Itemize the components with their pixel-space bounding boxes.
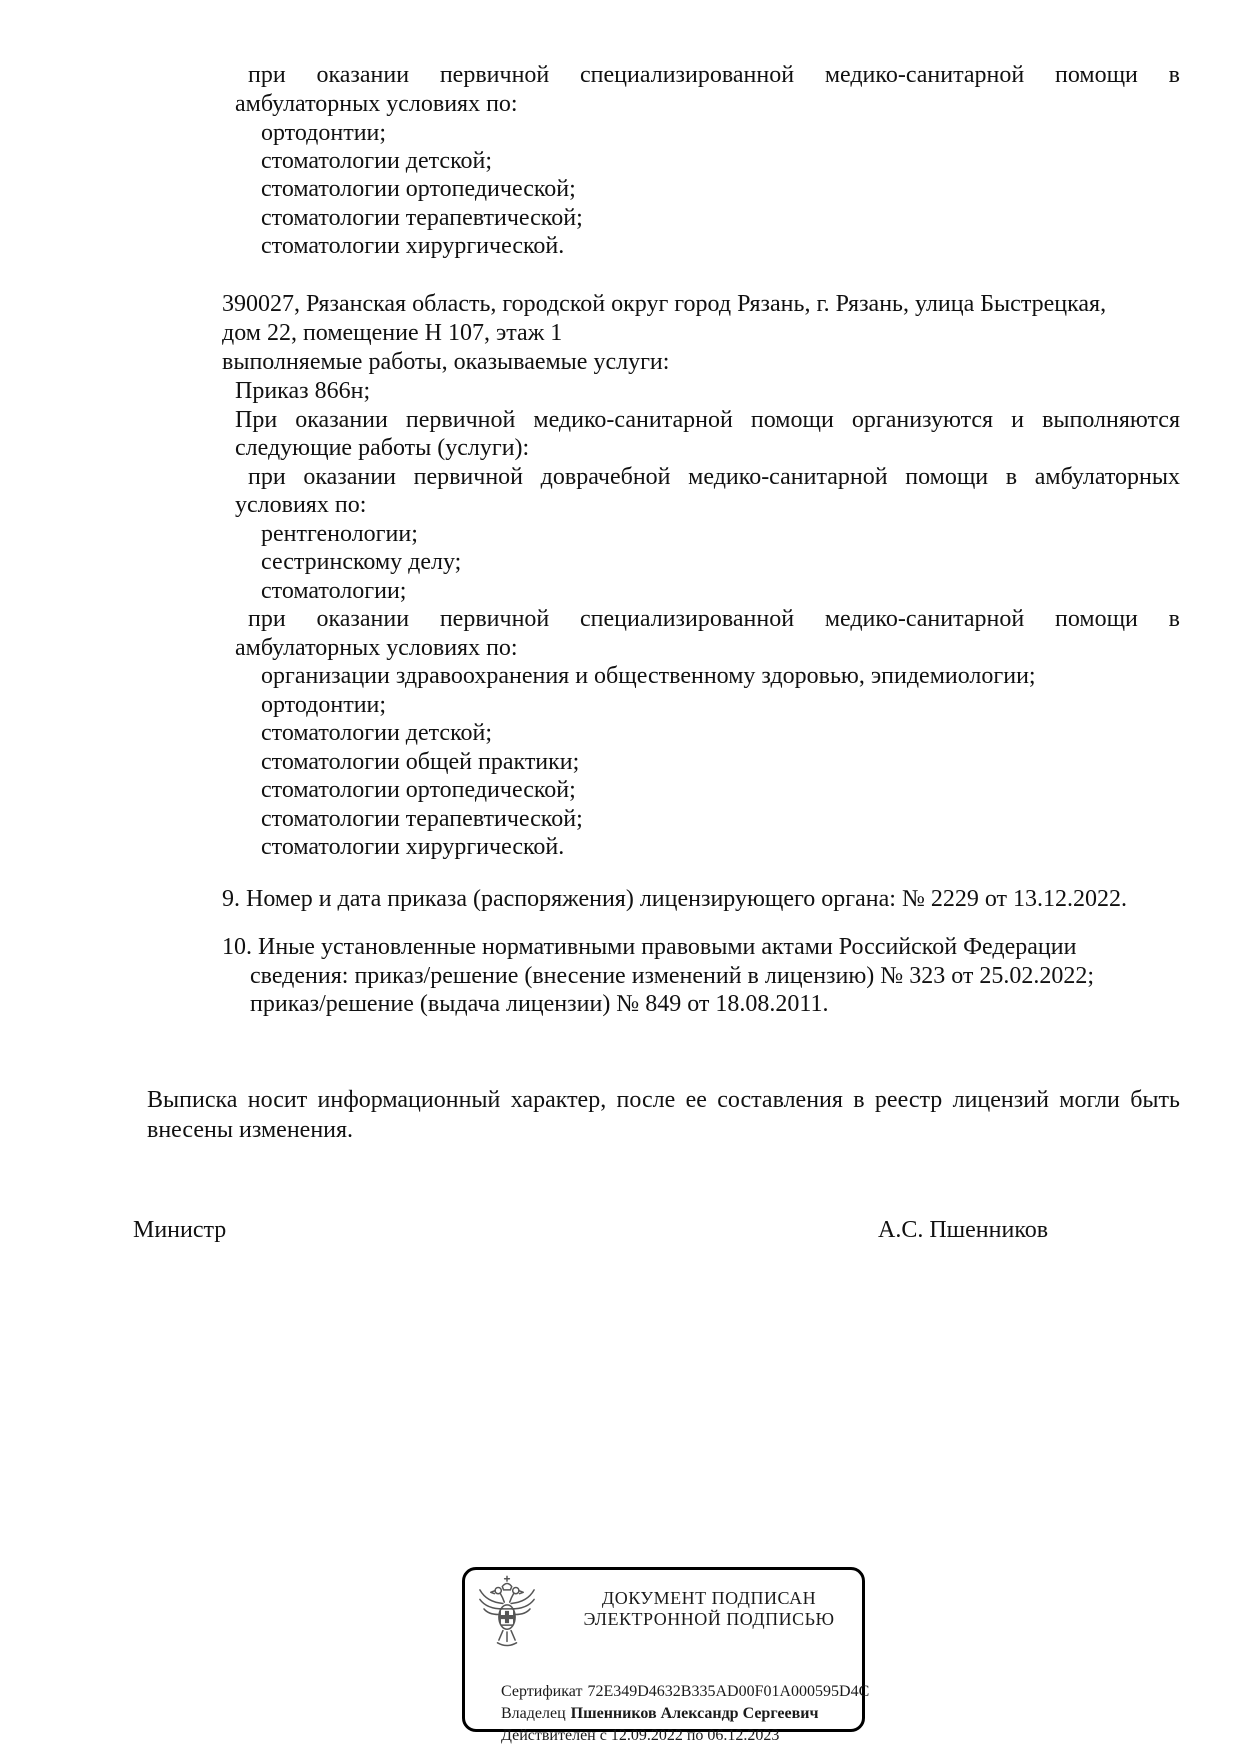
service-item: ортодонтии; xyxy=(261,120,387,146)
service-item: ортодонтии; xyxy=(261,692,387,718)
service-item: сестринскому делу; xyxy=(261,549,462,575)
service-item: стоматологии терапевтической; xyxy=(261,205,583,231)
service-paragraph-line: условиях по: xyxy=(235,492,367,518)
certificate-label: Сертификат xyxy=(501,1683,583,1700)
digital-signature-stamp xyxy=(462,1567,870,1744)
service-item: рентгенологии; xyxy=(261,521,418,547)
service-item: организации здравоохранения и общественному здоровью, эпидемиологии; xyxy=(261,663,1036,689)
service-paragraph-line: следующие работы (услуги): xyxy=(235,435,530,461)
service-paragraph-line: амбулаторных условиях по: xyxy=(235,635,518,661)
item-9-order-number: 9. Номер и дата приказа (распоряжения) лицензирующего органа: № 2229 от 13.12.2022. xyxy=(222,886,1128,912)
service-item: стоматологии детской; xyxy=(261,148,493,174)
item-10-line: 10. Иные установленные нормативными правовыми актами Российской Федерации xyxy=(222,934,1077,960)
address-line: 390027, Рязанская область, городской округ город Рязань, г. Рязань, улица Быстрецкая, xyxy=(222,291,1107,317)
owner-label: Владелец xyxy=(501,1705,566,1722)
item-10-line: сведения: приказ/решение (внесение изменений в лицензию) № 323 от 25.02.2022; xyxy=(250,963,1095,989)
validity-text: Действителен с 12.09.2022 по 06.12.2023 xyxy=(501,1727,780,1744)
service-paragraph-line: При оказании первичной медико-санитарной помощи организуются и выполняются xyxy=(235,407,1180,433)
service-paragraph-line: амбулаторных условиях по: xyxy=(235,91,518,117)
service-item: стоматологии терапевтической; xyxy=(261,806,583,832)
service-item: стоматологии хирургической. xyxy=(261,233,565,259)
service-item: стоматологии хирургической. xyxy=(261,834,565,860)
stamp-validity-line xyxy=(477,1706,779,1755)
service-paragraph-line: при оказании первичной специализированной медико-санитарной помощи в xyxy=(248,62,1180,88)
service-paragraph-line: при оказании первичной специализированной медико-санитарной помощи в xyxy=(248,606,1180,632)
service-paragraph-line: при оказании первичной доврачебной медико-санитарной помощи в амбулаторных xyxy=(248,464,1180,490)
certificate-value: 72E349D4632B335AD00F01A000595D4C xyxy=(587,1683,870,1700)
service-item: стоматологии общей практики; xyxy=(261,749,580,775)
order-reference: Приказ 866н; xyxy=(235,378,371,404)
works-services-heading: выполняемые работы, оказываемые услуги: xyxy=(222,349,670,375)
signer-title: Министр xyxy=(133,1217,227,1243)
service-item: стоматологии ортопедической; xyxy=(261,176,576,202)
address-line: дом 22, помещение Н 107, этаж 1 xyxy=(222,320,563,346)
stamp-title-line: ЭЛЕКТРОННОЙ ПОДПИСЬЮ xyxy=(583,1609,835,1629)
service-item: стоматологии ортопедической; xyxy=(261,777,576,803)
service-item: стоматологии детской; xyxy=(261,720,493,746)
service-item: стоматологии; xyxy=(261,578,407,604)
informational-note-line: внесены изменения. xyxy=(147,1117,354,1143)
stamp-title-line: ДОКУМЕНТ ПОДПИСАН xyxy=(601,1588,817,1608)
informational-note-line: Выписка носит информационный характер, после ее составления в реестр лицензий могли быть xyxy=(147,1087,1180,1113)
signer-name: А.С. Пшенников xyxy=(878,1217,1049,1243)
coat-of-arms-icon xyxy=(473,1575,541,1655)
stamp-title xyxy=(563,1588,855,1630)
owner-name: Пшенников Александр Сергеевич xyxy=(570,1705,819,1722)
item-10-line: приказ/решение (выдача лицензии) № 849 от 18.08.2011. xyxy=(250,991,829,1017)
